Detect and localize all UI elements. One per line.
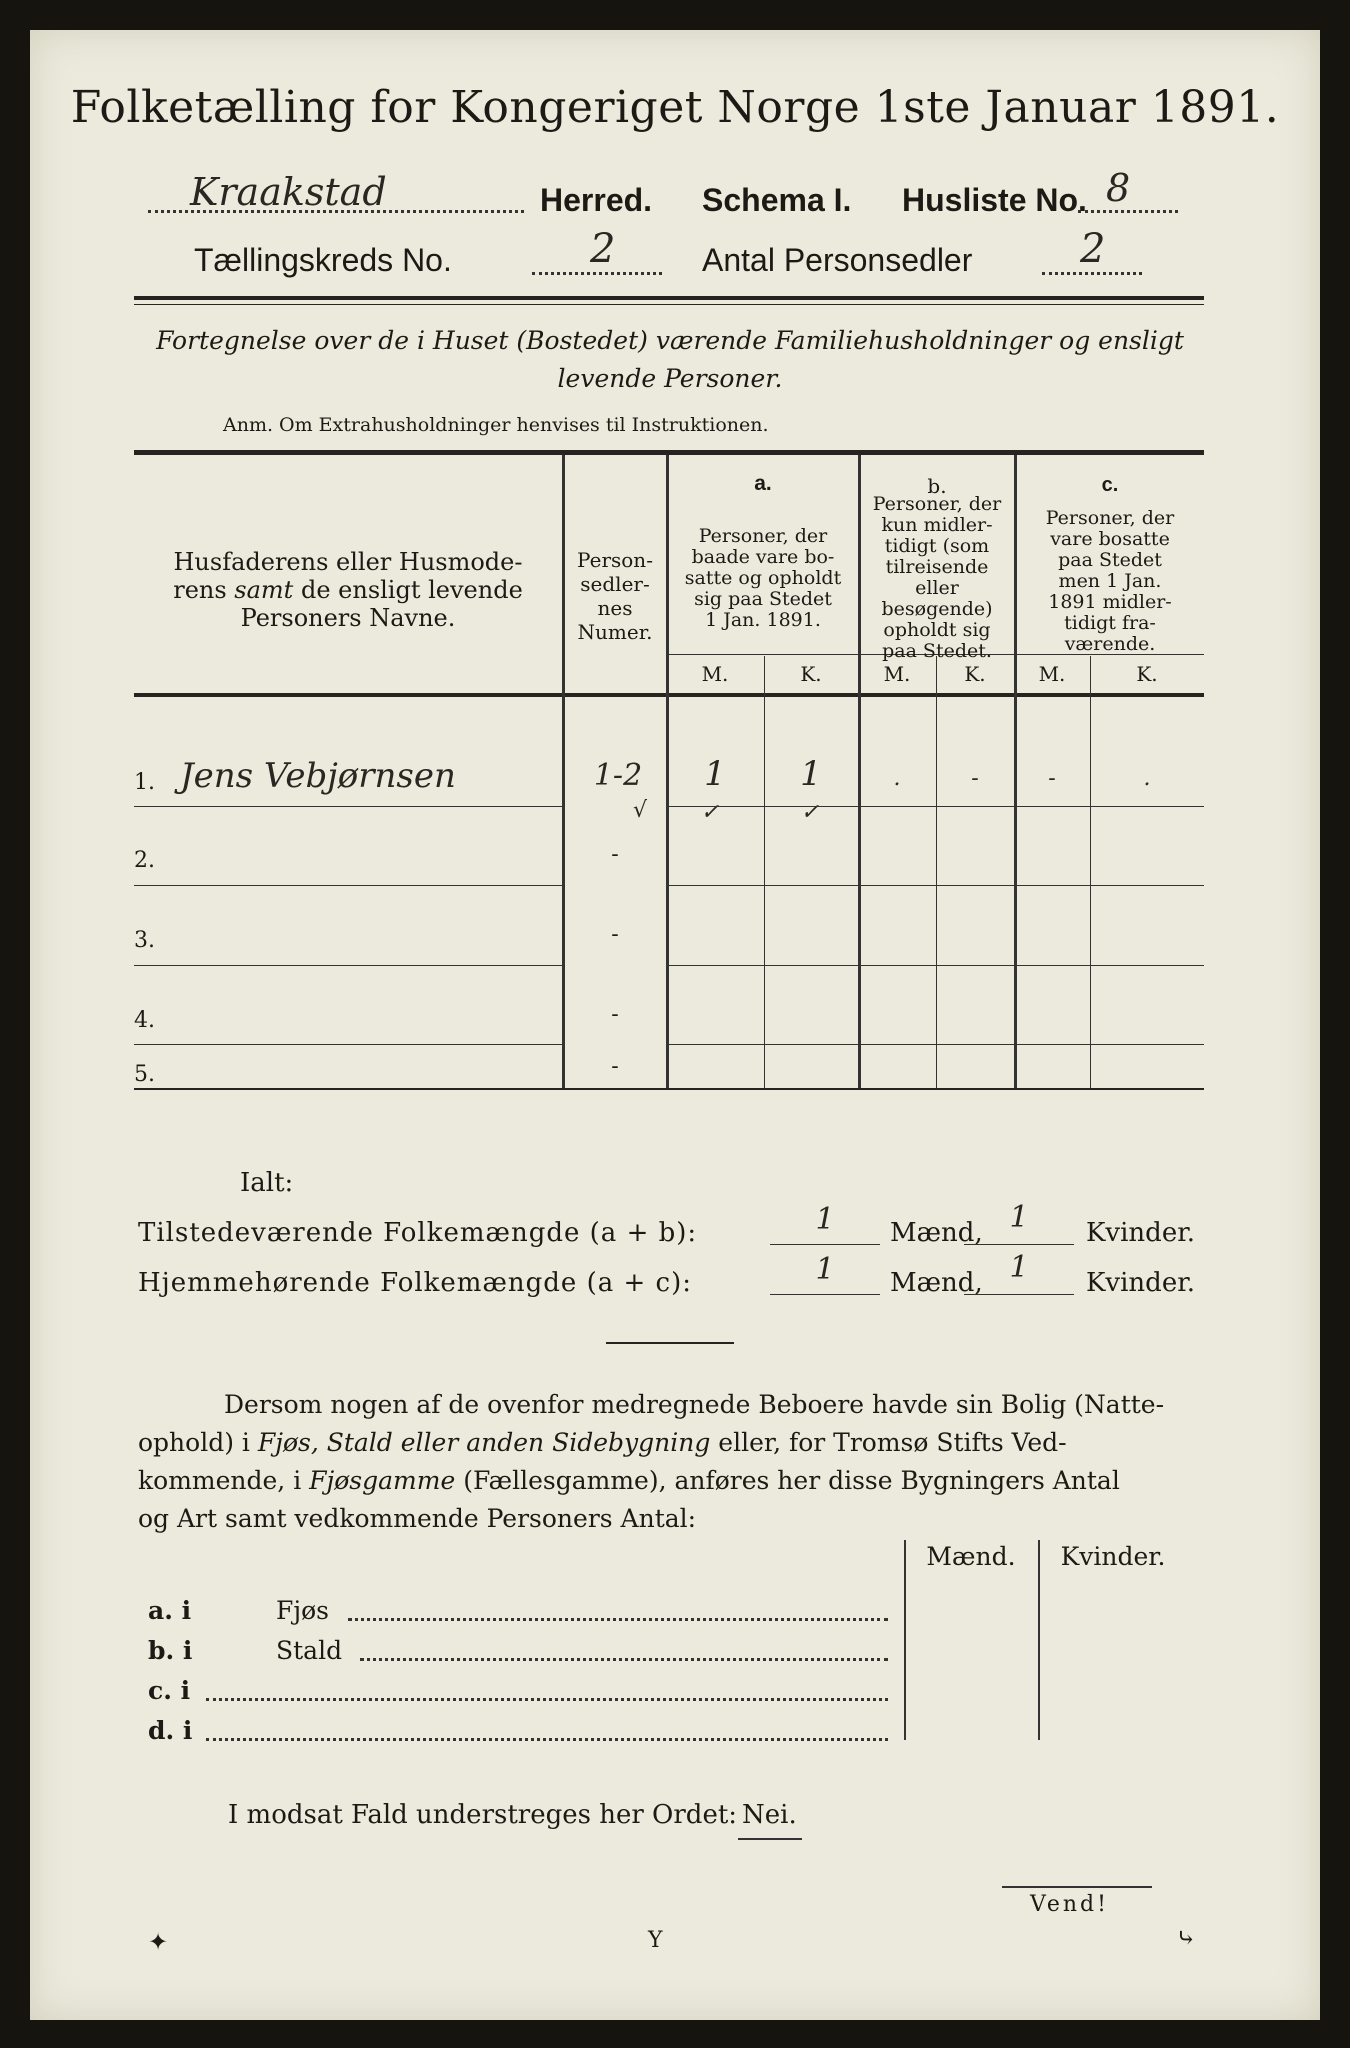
- totals-row-1-m-line: [770, 1244, 880, 1245]
- notice-item-c-dots: [206, 1684, 888, 1701]
- notice-item-b-letter: b. i: [148, 1636, 193, 1665]
- totals-row-2-maend: Mænd,: [890, 1268, 983, 1298]
- col-a-header: Personer, der baade vare bo- satte og opholdt sig paa Stedet 1 Jan. 1891.: [684, 525, 842, 631]
- col-b-letter: b.: [927, 474, 947, 498]
- row-3-number: 3.: [134, 928, 155, 953]
- intro-line-2: levende Personer.: [557, 364, 783, 393]
- anm-note: Anm. Om Extrahusholdninger henvises til Instruktionen.: [223, 414, 769, 436]
- row-2-grid-line: [666, 885, 1204, 886]
- antal-label: Antal Personsedler: [702, 242, 973, 278]
- row-1-a-m: 1: [704, 754, 726, 794]
- row-1-b-k: -: [971, 766, 979, 791]
- notice-line-4: og Art samt vedkommende Personers Antal:: [138, 1504, 697, 1533]
- row-3-num: -: [611, 922, 619, 947]
- row-4-number: 4.: [134, 1008, 155, 1033]
- col-b-header: Personer, der kun midler- tidigt (som tilreisende eller besøgende) opholdt sig paa Stedet.: [872, 493, 1002, 662]
- divider-c-mk: [1090, 656, 1091, 1088]
- row-1-b-m: .: [893, 766, 901, 791]
- row-1-a-m-check: ✓: [700, 800, 720, 825]
- table-bottom-rule: [134, 1088, 1204, 1090]
- col-num-header: Person- sedler- nes Numer.: [577, 548, 653, 644]
- notice-item-a-letter: a. i: [148, 1596, 192, 1625]
- a-m-label: M.: [701, 662, 729, 686]
- row-2-number: 2.: [134, 848, 155, 873]
- totals-row-2-m: 1: [815, 1252, 835, 1287]
- row-3-grid-line: [666, 965, 1204, 966]
- row-1-num-check: √: [632, 798, 648, 823]
- totals-row-2-k: 1: [1009, 1250, 1029, 1285]
- kreds-label: Tællingskreds No.: [194, 242, 452, 278]
- table-top-rule: [134, 450, 1204, 455]
- header-rule: [134, 296, 1204, 300]
- section-divider: [606, 1342, 734, 1344]
- table-header-rule: [134, 693, 1204, 697]
- row-5-number: 5.: [134, 1062, 155, 1087]
- totals-row-1-kvinder: Kvinder.: [1086, 1218, 1196, 1248]
- notice-item-b-label: Stald: [276, 1636, 343, 1665]
- notice-item-a-label: Fjøs: [276, 1596, 329, 1625]
- b-k-label: K.: [964, 662, 986, 686]
- totals-row-2-kvinder: Kvinder.: [1086, 1268, 1196, 1298]
- census-form-page: [30, 30, 1320, 2020]
- header-rule-thin: [134, 304, 1204, 305]
- row-1-c-k: .: [1143, 766, 1151, 791]
- totals-row-1-label: Tilstedeværende Folkemængde (a + b):: [138, 1218, 698, 1248]
- husliste-value: 8: [1106, 166, 1131, 210]
- c-k-label: K.: [1136, 662, 1158, 686]
- a-k-label: K.: [800, 662, 822, 686]
- intro-line-1: Fortegnelse over de i Huset (Bostedet) værende Familiehusholdninger og ensligt: [156, 326, 1184, 355]
- row-5-num: -: [611, 1054, 619, 1079]
- col-a-letter: a.: [754, 472, 772, 495]
- notice-kvinder-header: Kvinder.: [1060, 1542, 1166, 1571]
- row-1-num: 1-2: [593, 758, 643, 793]
- totals-row-2-k-line: [964, 1294, 1074, 1295]
- notice-line-2: ophold) i Fjøs, Stald eller anden Sidebygning eller, for Tromsø Stifts Ved-: [138, 1428, 1067, 1457]
- totals-row-2-label: Hjemmehørende Folkemængde (a + c):: [138, 1268, 692, 1298]
- row-4-num: -: [611, 1002, 619, 1027]
- ialt-label: Ialt:: [240, 1168, 294, 1198]
- row-1-a-k: 1: [800, 754, 822, 794]
- totals-row-2-m-line: [770, 1294, 880, 1295]
- herred-label: Herred.: [540, 182, 653, 218]
- row-1-a-k-check: ✓: [800, 800, 820, 825]
- col-name-header: Husfaderens eller Husmode- rens samt de ensligt levende Personers Navne.: [173, 548, 523, 632]
- divider-a-mk: [764, 656, 765, 1088]
- c-m-label: M.: [1038, 662, 1066, 686]
- notice-line-3: kommende, i Fjøsgamme (Fællesgamme), anføres her disse Bygningers Antal: [138, 1466, 1120, 1495]
- row-2-line: [134, 885, 562, 886]
- vend-text: Vend!: [1030, 1892, 1109, 1917]
- herred-value: Kraakstad: [190, 170, 387, 214]
- row-1-grid-line: [666, 806, 1204, 807]
- schema-label: Schema I.: [702, 182, 852, 218]
- totals-row-1-k: 1: [1009, 1200, 1029, 1235]
- col-c-header: Personer, der vare bosatte paa Stedet men 1 Jan. 1891 midler- tidigt fra- værende.: [1045, 507, 1175, 655]
- totals-row-1-m: 1: [815, 1202, 835, 1237]
- husliste-label: Husliste No.: [902, 182, 1087, 218]
- notice-item-d-letter: d. i: [148, 1716, 193, 1745]
- printer-mark-left-icon: ✦: [148, 1928, 169, 1956]
- modsat-text: I modsat Fald understreges her Ordet:: [228, 1800, 738, 1830]
- printer-mark-center-icon: Y: [648, 1928, 663, 1953]
- row-1-name: Jens Vebjørnsen: [180, 756, 456, 796]
- row-2-num: -: [611, 842, 619, 867]
- totals-row-1-maend: Mænd,: [890, 1218, 983, 1248]
- nei-word: Nei.: [742, 1800, 797, 1830]
- antal-value: 2: [1080, 226, 1106, 272]
- notice-line-1: Dersom nogen af de ovenfor medregnede Beboere havde sin Bolig (Natte-: [224, 1390, 1165, 1419]
- row-1-c-m: -: [1048, 766, 1056, 791]
- kreds-value: 2: [590, 226, 616, 272]
- printer-mark-right-icon: ⤷: [1176, 1924, 1197, 1952]
- nei-underline: [738, 1838, 802, 1840]
- row-3-line: [134, 965, 562, 966]
- form-title: Folketælling for Kongeriget Norge 1ste Januar 1891.: [70, 82, 1280, 133]
- notice-item-c-letter: c. i: [148, 1676, 191, 1705]
- totals-row-1-k-line: [964, 1244, 1074, 1245]
- row-1-line: [134, 806, 562, 807]
- row-4-grid-line: [666, 1044, 1204, 1045]
- notice-item-b-dots: [360, 1644, 888, 1661]
- notice-item-d-dots: [206, 1724, 888, 1741]
- notice-item-a-dots: [348, 1604, 888, 1621]
- row-1-number: 1.: [134, 770, 155, 795]
- vend-rule: [1002, 1886, 1152, 1888]
- divider-b-mk: [936, 656, 937, 1088]
- col-c-letter: c.: [1101, 474, 1119, 496]
- row-4-line: [134, 1044, 562, 1045]
- notice-maend-header: Mænd.: [926, 1542, 1016, 1571]
- b-m-label: M.: [883, 662, 911, 686]
